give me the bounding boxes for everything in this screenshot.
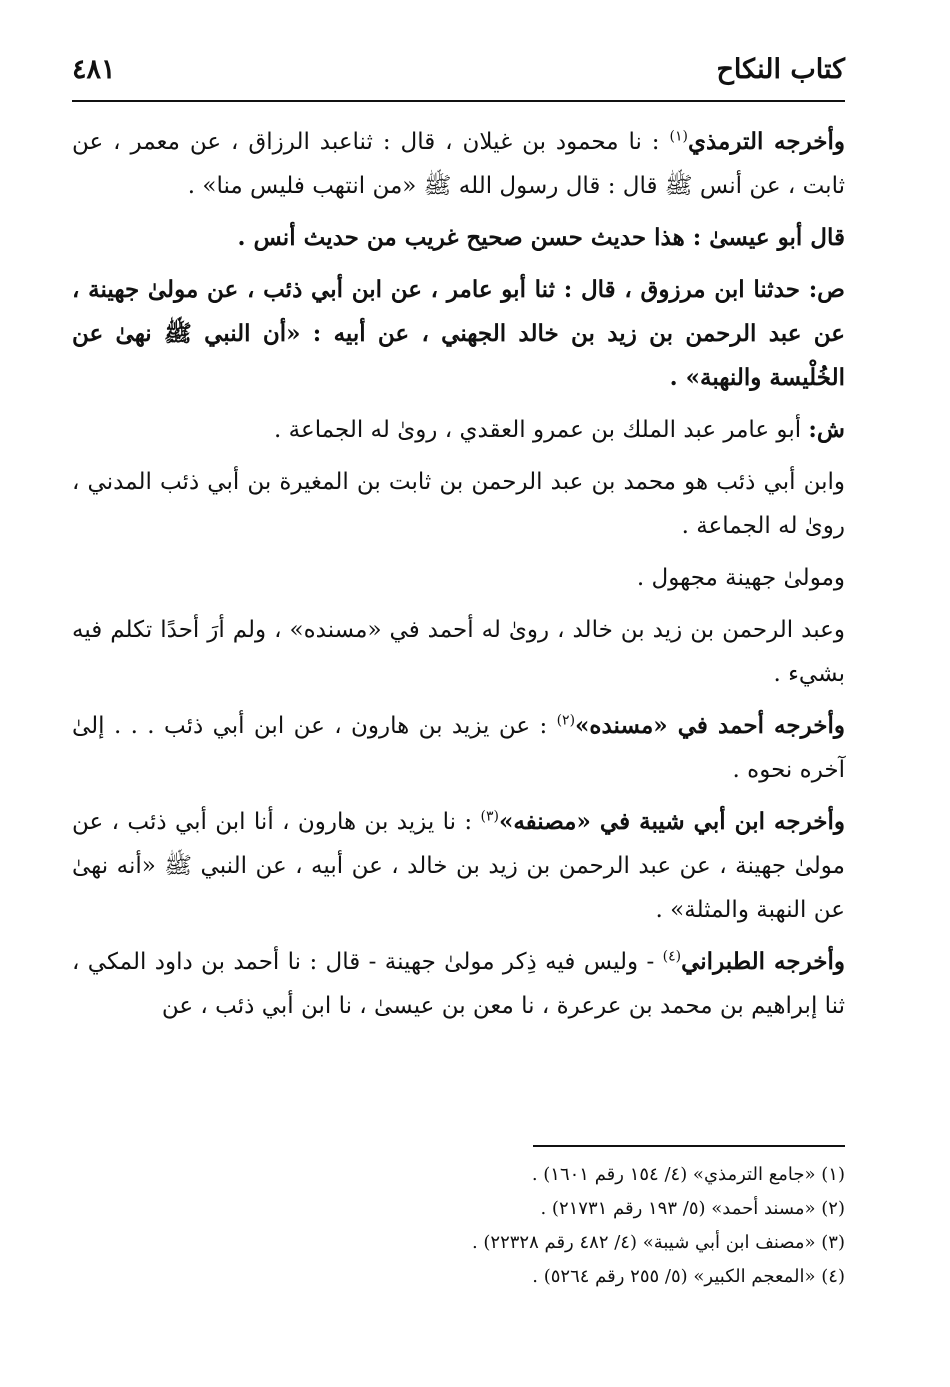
- footnote-divider: [533, 1145, 845, 1147]
- page-header: [72, 52, 845, 102]
- paragraph: [72, 608, 845, 696]
- footnote-ref: (١): [669, 128, 688, 145]
- footnote-ref: (٣): [480, 808, 499, 825]
- paragraph-lead: ش:: [808, 416, 845, 443]
- paragraph-text: : نا محمود بن غيلان ، قال : ثناعبد الرزاق ، عن معمر ، عن ثابت ، عن أنس ﷺ قال : قال رسول الله ﷺ «من انتهب فليس منا» .: [72, 129, 845, 199]
- chapter-title: كتاب النكاح: [716, 54, 845, 85]
- paragraph-lead: ص: حدثنا ابن مرزوق ، قال : ثنا أبو عامر ، عن ابن أبي ذئب ، عن مولىٰ جهينة ، عن عبد الرحمن بن زيد بن خالد الجهني ، عن أبيه : «أن النبي ﷺ نهىٰ عن الخُلْيسة والنهبة» .: [72, 276, 845, 391]
- paragraph: [72, 460, 845, 548]
- paragraph: [72, 268, 845, 400]
- paragraph-lead: وأخرجه أحمد في «مسنده»: [575, 712, 845, 739]
- paragraph-text: وابن أبي ذئب هو محمد بن عبد الرحمن بن ثابت بن المغيرة بن أبي ذئب المدني ، روىٰ له الجماعة .: [72, 469, 845, 539]
- paragraph: [72, 216, 845, 260]
- paragraph-text: : عن يزيد بن هارون ، عن ابن أبي ذئب . . . إلىٰ آخره نحوه .: [72, 713, 845, 783]
- paragraph: [72, 940, 845, 1028]
- paragraph: [72, 408, 845, 452]
- paragraph-text: وعبد الرحمن بن زيد بن خالد ، روىٰ له أحمد في «مسنده» ، ولم أرَ أحدًا تكلم فيه بشيء .: [72, 617, 845, 687]
- paragraph-lead: وأخرجه ابن أبي شيبة في «مصنفه»: [498, 808, 845, 835]
- paragraph: [72, 556, 845, 600]
- paragraph-lead: قال أبو عيسىٰ : هذا حديث حسن صحيح غريب من حديث أنس .: [237, 224, 845, 251]
- paragraph-text: أبو عامر عبد الملك بن عمرو العقدي ، روىٰ له الجماعة .: [274, 417, 809, 443]
- footnote: (٢) «مسند أحمد» (٥/ ١٩٣ رقم ٢١٧٣١) .: [540, 1198, 845, 1219]
- main-text: [72, 120, 845, 1036]
- paragraph-lead: وأخرجه الترمذي: [687, 128, 845, 155]
- paragraph: [72, 120, 845, 208]
- footnote: (٣) «مصنف ابن أبي شيبة» (٤/ ٤٨٢ رقم ٢٢٣٢٨) .: [471, 1232, 845, 1253]
- footnote-ref: (٤): [662, 948, 682, 965]
- footnote: (٤) «المعجم الكبير» (٥/ ٢٥٥ رقم ٥٢٦٤) .: [532, 1266, 845, 1287]
- paragraph-lead: وأخرجه الطبراني: [681, 948, 845, 975]
- paragraph: [72, 704, 845, 792]
- footnote: (١) «جامع الترمذي» (٤/ ١٥٤ رقم ١٦٠١) .: [531, 1164, 845, 1185]
- footnote-ref: (٢): [556, 712, 576, 729]
- footnotes: [72, 1158, 845, 1294]
- paragraph-text: : نا يزيد بن هارون ، أنا ابن أبي ذئب ، عن مولىٰ جهينة ، عن عبد الرحمن بن زيد بن خالد ، عن أبيه ، عن النبي ﷺ «أنه نهىٰ عن النهبة والمثلة» .: [72, 809, 845, 923]
- page-number: ٤٨١: [72, 54, 116, 85]
- paragraph-text: - وليس فيه ذِكر مولىٰ جهينة - قال : نا أحمد بن داود المكي ، ثنا إبراهيم بن محمد بن عرعرة ، نا معن بن عيسىٰ ، نا ابن أبي ذئب ، عن: [72, 949, 845, 1019]
- paragraph-text: ومولىٰ جهينة مجهول .: [636, 565, 845, 591]
- paragraph: [72, 800, 845, 932]
